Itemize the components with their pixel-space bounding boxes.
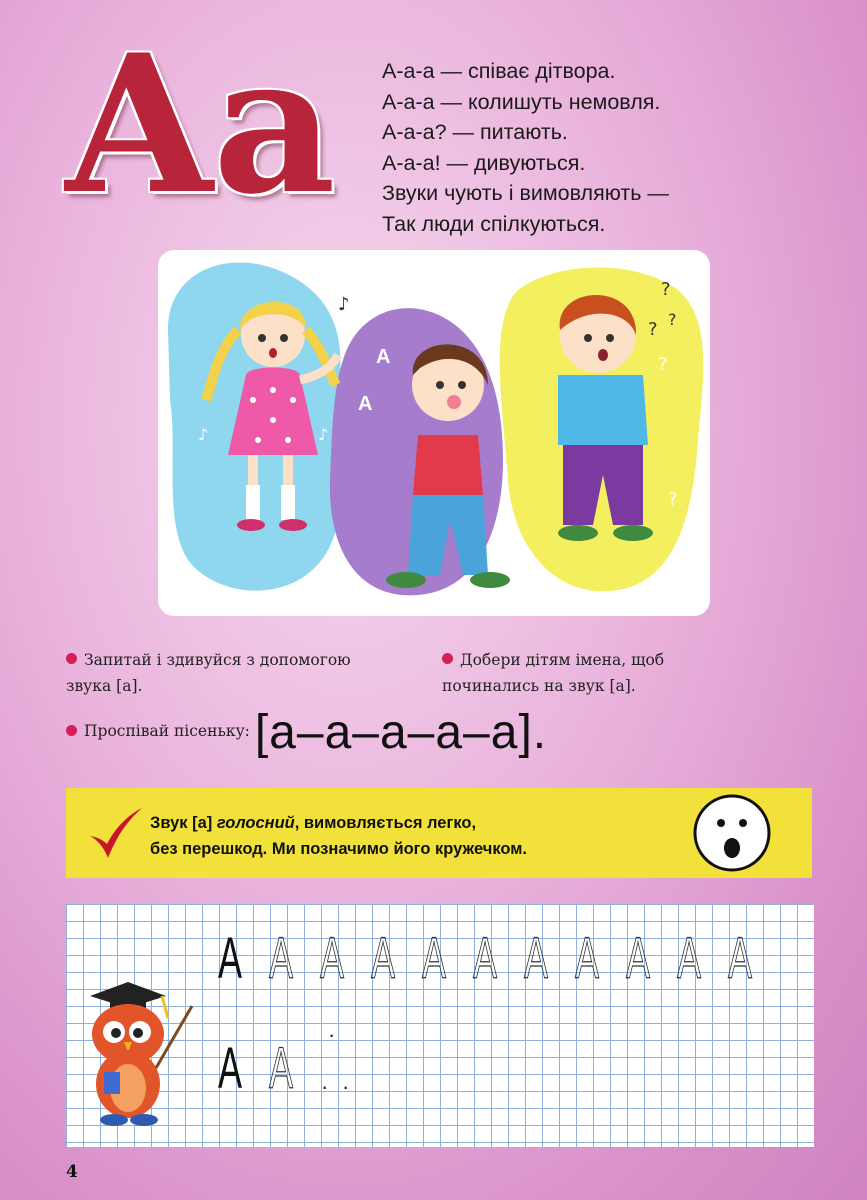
guide-dot: ·: [328, 1022, 336, 1047]
bullet-icon: [442, 653, 453, 664]
copy-letter-trace: А: [524, 926, 548, 991]
copy-letter-trace: А: [575, 926, 599, 991]
copy-letter-trace: А: [728, 926, 752, 991]
copy-letter-sample: А: [218, 1036, 242, 1101]
copy-letter-trace: А: [269, 1036, 293, 1101]
copy-letter-trace: А: [473, 926, 497, 991]
poem: [382, 56, 852, 239]
checkmark-icon: [86, 804, 146, 864]
guide-dot: ·: [321, 1074, 329, 1099]
task-ask-and-wonder: Запитай і здивуйся з допомогою звука [а].: [66, 651, 351, 695]
svg-text:♪: ♪: [318, 425, 329, 444]
letter-a-label: А: [376, 346, 391, 368]
poem-line: А-а-а? — питають.: [382, 120, 568, 144]
copy-letter-trace: А: [320, 926, 344, 991]
poem-line: А-а-а — співає дітвора.: [382, 59, 616, 83]
copy-letter-trace: А: [269, 926, 293, 991]
copy-letter-trace: А: [422, 926, 446, 991]
bullet-icon: [66, 725, 77, 736]
question-mark: ?: [668, 310, 677, 329]
owl-teacher-icon: [76, 976, 196, 1136]
question-mark: ?: [658, 354, 668, 375]
children-illustration: [158, 250, 710, 616]
bullet-icon: [66, 653, 77, 664]
rule-text: Звук [а] голосний, вимовляється легко, без перешкод. Ми позначимо його кружечком.: [150, 814, 528, 858]
copy-letter-trace: А: [677, 926, 701, 991]
vowel-circle-face-icon: [692, 793, 772, 873]
question-mark: ?: [661, 279, 671, 300]
guide-dot: ·: [342, 1074, 350, 1099]
song-syllables: [а–а–а–а–а].: [254, 706, 548, 759]
svg-text:♪: ♪: [198, 425, 209, 444]
poem-line: А-а-а! — дивуються.: [382, 150, 586, 175]
copy-letter-trace: А: [371, 926, 395, 991]
question-mark: ?: [648, 319, 658, 340]
task-sing-song: Проспівай пісеньку: [а–а–а–а–а].: [66, 718, 766, 756]
copy-letter-sample: А: [218, 926, 242, 991]
question-mark: ?: [668, 489, 678, 510]
poem-line: Звуки чують і вимовляють —: [382, 181, 669, 205]
big-letter-heading: Аа: [62, 13, 332, 236]
task-choose-names: Добери дітям імена, щоб починались на звук [а].: [442, 651, 665, 695]
poem-line: Так люди спілкуються.: [382, 211, 606, 236]
poem-line: А-а-а — колишуть немовля.: [382, 89, 661, 114]
rule-box: [66, 788, 812, 878]
page-number: 4: [66, 1162, 78, 1182]
letter-a-label: А: [358, 393, 373, 415]
svg-text:♪: ♪: [338, 294, 350, 315]
copy-letter-trace: А: [626, 926, 650, 991]
